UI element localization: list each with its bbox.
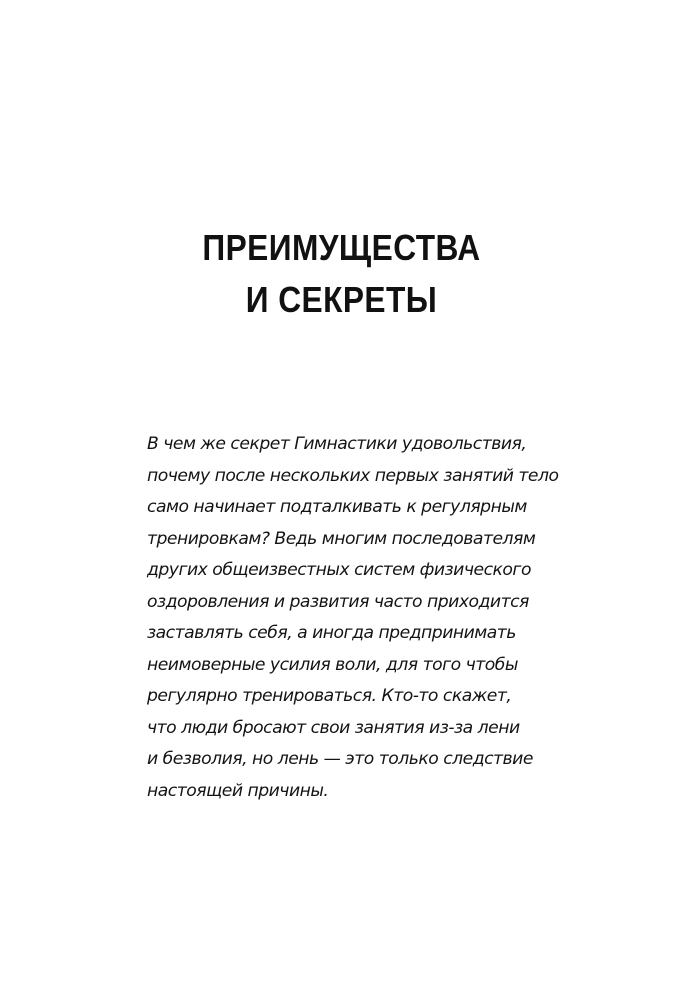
intro-paragraph <box>147 429 557 807</box>
paragraph-line: само начинает подталкивать к регулярным <box>147 497 527 517</box>
paragraph-line: настоящей причины. <box>147 780 329 801</box>
paragraph-line: почему после нескольких первых занятий тело <box>147 465 559 486</box>
paragraph-line: что люди бросают свои занятия из-за лени <box>147 717 520 738</box>
chapter-title-line-1: ПРЕИМУЩЕСТВА <box>202 227 481 268</box>
paragraph-line: В чем же секрет Гимнастики удовольствия, <box>147 434 527 454</box>
chapter-title-line-2: И СЕКРЕТЫ <box>245 279 438 320</box>
paragraph-line: регулярно тренироваться. Кто-то скажет, <box>147 686 512 706</box>
chapter-title <box>41 222 642 326</box>
paragraph-line: оздоровления и развития часто приходится <box>147 591 529 612</box>
paragraph-line: и безволия, но лень — это только следствие <box>147 749 533 769</box>
paragraph-line: тренировкам? Ведь многим последователям <box>147 528 536 549</box>
paragraph-line: других общеизвестных систем физического <box>147 560 531 580</box>
paragraph-line: неимоверные усилия воли, для того чтобы <box>147 654 518 675</box>
paragraph-line: заставлять себя, а иногда предпринимать <box>147 623 516 643</box>
